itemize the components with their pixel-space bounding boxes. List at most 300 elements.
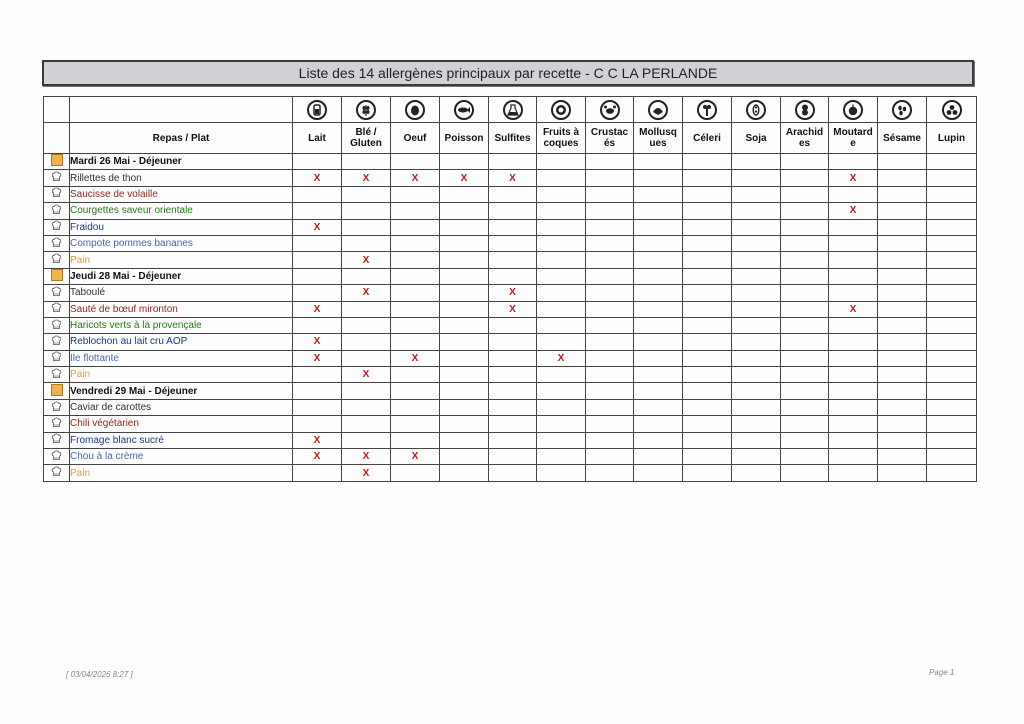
allergen-cell <box>537 334 586 350</box>
allergen-cell <box>440 432 489 448</box>
table-row <box>44 219 977 235</box>
allergen-cell <box>489 334 537 350</box>
allergen-header-6: Fruits à coques <box>537 123 586 154</box>
allergen-cell <box>586 317 634 333</box>
allergen-cell <box>927 170 977 186</box>
table-row <box>44 252 977 268</box>
allergen-icon-cell <box>634 97 683 123</box>
allergen-cell <box>927 383 977 399</box>
allergen-mark: X <box>829 170 878 186</box>
allergen-cell <box>293 383 342 399</box>
allergen-cell <box>683 301 732 317</box>
allergen-cell <box>683 235 732 251</box>
blank-icon-cell <box>70 97 293 123</box>
allergen-cell <box>732 219 781 235</box>
allergen-cell <box>342 416 391 432</box>
allergen-cell <box>927 154 977 170</box>
allergen-mark: X <box>489 301 537 317</box>
blank-corner-cell <box>44 97 70 123</box>
allergen-mark: X <box>342 465 391 481</box>
allergen-mark: X <box>342 252 391 268</box>
allergen-header-11: Arachid es <box>781 123 829 154</box>
allergen-cell <box>537 399 586 415</box>
dish-icon-cell <box>44 449 70 465</box>
allergen-cell <box>391 416 440 432</box>
allergen-cell <box>781 449 829 465</box>
allergen-cell <box>586 334 634 350</box>
allergen-cell <box>586 219 634 235</box>
sesame-icon <box>892 100 912 120</box>
allergen-cell <box>732 367 781 383</box>
chef-hat-icon <box>51 286 62 297</box>
allergen-cell <box>489 235 537 251</box>
allergen-cell <box>489 219 537 235</box>
dish-name: Chou à la crème <box>70 449 293 465</box>
dish-icon-cell <box>44 350 70 366</box>
table-row <box>44 301 977 317</box>
dish-name: Rillettes de thon <box>70 170 293 186</box>
allergen-cell <box>781 301 829 317</box>
allergen-cell <box>293 186 342 202</box>
allergen-cell <box>683 219 732 235</box>
allergen-icon-cell <box>342 97 391 123</box>
allergen-cell <box>586 203 634 219</box>
allergen-header-7: Crustac és <box>586 123 634 154</box>
allergen-cell <box>829 399 878 415</box>
allergen-cell <box>683 399 732 415</box>
allergen-cell <box>489 367 537 383</box>
report-title-bar <box>42 60 974 86</box>
allergen-cell <box>586 301 634 317</box>
allergen-cell <box>829 432 878 448</box>
allergen-cell <box>878 235 927 251</box>
allergen-cell <box>489 350 537 366</box>
allergen-cell <box>586 186 634 202</box>
allergen-cell <box>537 416 586 432</box>
allergen-cell <box>440 367 489 383</box>
allergen-cell <box>342 301 391 317</box>
allergen-cell <box>878 186 927 202</box>
allergen-cell <box>391 186 440 202</box>
allergen-cell <box>489 383 537 399</box>
allergen-cell <box>537 383 586 399</box>
allergen-cell <box>878 350 927 366</box>
allergen-cell <box>927 203 977 219</box>
chef-hat-icon <box>51 466 62 477</box>
allergen-cell <box>634 334 683 350</box>
allergen-cell <box>878 432 927 448</box>
table-row <box>44 350 977 366</box>
allergen-icon-cell <box>489 97 537 123</box>
allergen-icon-cell <box>537 97 586 123</box>
dish-icon-cell <box>44 219 70 235</box>
table-row <box>44 367 977 383</box>
footer-timestamp: [ 03/04/2026 8:27 ] <box>66 670 133 679</box>
allergen-cell <box>489 416 537 432</box>
shell-icon <box>648 100 668 120</box>
allergen-cell <box>391 399 440 415</box>
allergen-header-13: Sésame <box>878 123 927 154</box>
allergen-cell <box>732 416 781 432</box>
flask-icon <box>503 100 523 120</box>
allergen-mark: X <box>342 449 391 465</box>
allergen-mark: X <box>293 170 342 186</box>
day-label: Mardi 26 Mai - Déjeuner <box>70 154 293 170</box>
allergen-cell <box>878 301 927 317</box>
allergen-cell <box>440 383 489 399</box>
allergen-cell <box>537 154 586 170</box>
allergen-cell <box>537 203 586 219</box>
allergen-cell <box>391 465 440 481</box>
allergen-cell <box>878 449 927 465</box>
milk-icon <box>307 100 327 120</box>
allergen-cell <box>781 219 829 235</box>
allergen-cell <box>342 235 391 251</box>
dish-icon-cell <box>44 465 70 481</box>
allergen-cell <box>781 285 829 301</box>
allergen-cell <box>293 416 342 432</box>
dish-icon-cell <box>44 334 70 350</box>
allergen-header-1: Lait <box>293 123 342 154</box>
allergen-cell <box>342 186 391 202</box>
allergen-cell <box>781 203 829 219</box>
allergen-cell <box>342 219 391 235</box>
allergen-cell <box>927 186 977 202</box>
allergen-cell <box>489 186 537 202</box>
allergen-cell <box>440 186 489 202</box>
allergen-cell <box>391 383 440 399</box>
allergen-cell <box>781 252 829 268</box>
allergen-cell <box>927 465 977 481</box>
allergen-cell <box>440 334 489 350</box>
table-row <box>44 317 977 333</box>
allergen-cell <box>829 383 878 399</box>
allergen-cell <box>781 367 829 383</box>
allergen-header-5: Sulfites <box>489 123 537 154</box>
icon-row <box>44 97 977 123</box>
dish-icon-cell <box>44 285 70 301</box>
allergen-cell <box>293 154 342 170</box>
lupin-icon <box>942 100 962 120</box>
table-row <box>44 235 977 251</box>
allergen-icon-cell <box>293 97 342 123</box>
allergen-cell <box>829 334 878 350</box>
allergen-mark: X <box>342 170 391 186</box>
allergen-cell <box>489 432 537 448</box>
allergen-cell <box>537 432 586 448</box>
dish-icon-cell <box>44 301 70 317</box>
allergen-cell <box>683 449 732 465</box>
allergen-cell <box>391 285 440 301</box>
day-marker-cell <box>44 154 70 170</box>
allergen-cell <box>927 416 977 432</box>
blank-header-cell <box>44 123 70 154</box>
allergen-mark: X <box>293 449 342 465</box>
allergen-icon-cell <box>829 97 878 123</box>
table-row <box>44 399 977 415</box>
allergen-mark: X <box>293 432 342 448</box>
allergen-cell <box>537 186 586 202</box>
allergen-cell <box>927 252 977 268</box>
allergen-cell <box>732 334 781 350</box>
allergen-cell <box>586 416 634 432</box>
dish-name: Haricots verts à la provençale <box>70 317 293 333</box>
day-square-icon <box>51 154 63 166</box>
footer-page-number: Page 1 <box>929 668 955 677</box>
allergen-mark: X <box>293 219 342 235</box>
allergen-cell <box>586 268 634 284</box>
allergen-cell <box>927 432 977 448</box>
chef-hat-icon <box>51 433 62 444</box>
allergen-cell <box>537 219 586 235</box>
report-title: Liste des 14 allergènes principaux par recette - C C LA PERLANDE <box>298 65 718 81</box>
allergen-cell <box>634 399 683 415</box>
chef-hat-icon <box>51 351 62 362</box>
chef-hat-icon <box>51 302 62 313</box>
allergen-cell <box>878 203 927 219</box>
table-row <box>44 285 977 301</box>
allergen-cell <box>489 252 537 268</box>
allergen-cell <box>683 367 732 383</box>
day-marker-cell <box>44 268 70 284</box>
chef-hat-icon <box>51 220 62 231</box>
allergen-cell <box>489 317 537 333</box>
allergen-cell <box>634 219 683 235</box>
allergen-cell <box>489 465 537 481</box>
allergen-mark: X <box>342 367 391 383</box>
allergen-cell <box>878 367 927 383</box>
day-row <box>44 154 977 170</box>
wheat-icon <box>356 100 376 120</box>
allergen-cell <box>781 170 829 186</box>
allergen-cell <box>342 334 391 350</box>
table-row <box>44 449 977 465</box>
allergen-cell <box>586 465 634 481</box>
chef-hat-icon <box>51 335 62 346</box>
allergen-cell <box>537 170 586 186</box>
allergen-cell <box>878 383 927 399</box>
allergen-cell <box>634 154 683 170</box>
allergen-cell <box>878 252 927 268</box>
allergen-cell <box>440 399 489 415</box>
allergen-cell <box>489 449 537 465</box>
allergen-cell <box>829 465 878 481</box>
allergen-cell <box>489 203 537 219</box>
allergen-icon-cell <box>781 97 829 123</box>
allergen-cell <box>683 383 732 399</box>
allergen-cell <box>927 317 977 333</box>
allergen-cell <box>683 252 732 268</box>
dish-name: Saucisse de volaille <box>70 186 293 202</box>
allergen-cell <box>586 154 634 170</box>
dish-icon-cell <box>44 170 70 186</box>
chef-hat-icon <box>51 253 62 264</box>
allergen-cell <box>586 170 634 186</box>
allergen-cell <box>829 154 878 170</box>
dish-name: Pain <box>70 252 293 268</box>
allergen-cell <box>634 465 683 481</box>
allergen-cell <box>878 399 927 415</box>
allergen-cell <box>683 317 732 333</box>
allergen-cell <box>391 154 440 170</box>
allergen-cell <box>781 432 829 448</box>
allergen-cell <box>927 301 977 317</box>
allergen-cell <box>440 235 489 251</box>
allergen-cell <box>634 170 683 186</box>
allergen-cell <box>732 465 781 481</box>
allergen-cell <box>683 465 732 481</box>
allergen-cell <box>537 268 586 284</box>
table-row <box>44 186 977 202</box>
dish-icon-cell <box>44 252 70 268</box>
allergen-cell <box>634 252 683 268</box>
allergen-cell <box>342 268 391 284</box>
allergen-cell <box>537 252 586 268</box>
allergen-cell <box>878 219 927 235</box>
allergen-cell <box>878 317 927 333</box>
allergen-mark: X <box>489 170 537 186</box>
allergen-cell <box>342 154 391 170</box>
allergen-cell <box>927 334 977 350</box>
allergen-cell <box>878 285 927 301</box>
allergen-cell <box>586 432 634 448</box>
allergen-cell <box>781 317 829 333</box>
allergen-cell <box>781 465 829 481</box>
allergen-cell <box>489 268 537 284</box>
allergen-cell <box>829 186 878 202</box>
peanut-icon <box>795 100 815 120</box>
allergen-cell <box>586 252 634 268</box>
dish-name: Sauté de bœuf mironton <box>70 301 293 317</box>
table-row <box>44 170 977 186</box>
allergen-mark: X <box>537 350 586 366</box>
allergen-cell <box>829 219 878 235</box>
table-row <box>44 432 977 448</box>
allergen-cell <box>440 252 489 268</box>
allergen-cell <box>683 350 732 366</box>
allergen-cell <box>829 317 878 333</box>
allergen-cell <box>440 203 489 219</box>
allergen-cell <box>293 285 342 301</box>
allergen-cell <box>634 383 683 399</box>
allergen-cell <box>927 268 977 284</box>
allergen-mark: X <box>391 350 440 366</box>
allergen-icon-cell <box>586 97 634 123</box>
allergen-cell <box>634 317 683 333</box>
allergen-cell <box>927 449 977 465</box>
allergen-cell <box>586 285 634 301</box>
dish-icon-cell <box>44 317 70 333</box>
dish-name: Pain <box>70 465 293 481</box>
day-row <box>44 383 977 399</box>
allergen-header-4: Poisson <box>440 123 489 154</box>
allergen-cell <box>391 334 440 350</box>
allergen-cell <box>489 154 537 170</box>
allergen-cell <box>781 383 829 399</box>
allergen-header-10: Soja <box>732 123 781 154</box>
allergen-cell <box>878 334 927 350</box>
allergen-cell <box>293 252 342 268</box>
allergen-cell <box>537 449 586 465</box>
allergen-cell <box>293 465 342 481</box>
dish-name: Reblochon au lait cru AOP <box>70 334 293 350</box>
day-square-icon <box>51 269 63 281</box>
allergen-cell <box>440 465 489 481</box>
allergen-mark: X <box>829 203 878 219</box>
allergen-cell <box>829 416 878 432</box>
dish-icon-cell <box>44 186 70 202</box>
allergen-mark: X <box>293 301 342 317</box>
allergen-cell <box>683 416 732 432</box>
dish-icon-cell <box>44 367 70 383</box>
allergen-header-2: Blé / Gluten <box>342 123 391 154</box>
fish-icon <box>454 100 474 120</box>
dish-icon-cell <box>44 235 70 251</box>
allergen-cell <box>781 399 829 415</box>
allergen-cell <box>927 367 977 383</box>
allergen-cell <box>683 285 732 301</box>
allergen-cell <box>440 449 489 465</box>
allergen-cell <box>732 186 781 202</box>
allergen-cell <box>829 252 878 268</box>
day-label: Vendredi 29 Mai - Déjeuner <box>70 383 293 399</box>
allergen-cell <box>683 154 732 170</box>
allergen-cell <box>293 203 342 219</box>
allergen-cell <box>781 350 829 366</box>
allergen-cell <box>634 235 683 251</box>
allergen-cell <box>537 301 586 317</box>
chef-hat-icon <box>51 171 62 182</box>
allergen-cell <box>489 399 537 415</box>
allergen-cell <box>293 399 342 415</box>
dish-name: Pain <box>70 367 293 383</box>
allergen-mark: X <box>391 449 440 465</box>
allergen-cell <box>391 252 440 268</box>
allergen-cell <box>634 449 683 465</box>
table-row <box>44 416 977 432</box>
dish-icon-cell <box>44 416 70 432</box>
allergen-cell <box>342 383 391 399</box>
allergen-mark: X <box>391 170 440 186</box>
allergen-cell <box>732 252 781 268</box>
allergen-cell <box>342 432 391 448</box>
allergen-cell <box>781 154 829 170</box>
allergen-header-12: Moutard e <box>829 123 878 154</box>
allergen-cell <box>927 350 977 366</box>
allergen-cell <box>683 432 732 448</box>
allergen-header-14: Lupin <box>927 123 977 154</box>
allergen-cell <box>537 367 586 383</box>
dish-icon-cell <box>44 203 70 219</box>
allergen-cell <box>829 268 878 284</box>
allergen-cell <box>537 317 586 333</box>
day-square-icon <box>51 384 63 396</box>
allergen-cell <box>391 317 440 333</box>
allergen-cell <box>440 301 489 317</box>
allergen-cell <box>732 170 781 186</box>
allergen-cell <box>634 268 683 284</box>
allergen-cell <box>878 154 927 170</box>
soy-icon <box>746 100 766 120</box>
day-label: Jeudi 28 Mai - Déjeuner <box>70 268 293 284</box>
allergen-cell <box>586 383 634 399</box>
allergen-cell <box>829 449 878 465</box>
dish-name: Caviar de carottes <box>70 399 293 415</box>
allergen-cell <box>634 350 683 366</box>
allergen-cell <box>732 268 781 284</box>
allergen-cell <box>878 416 927 432</box>
chef-hat-icon <box>51 368 62 379</box>
